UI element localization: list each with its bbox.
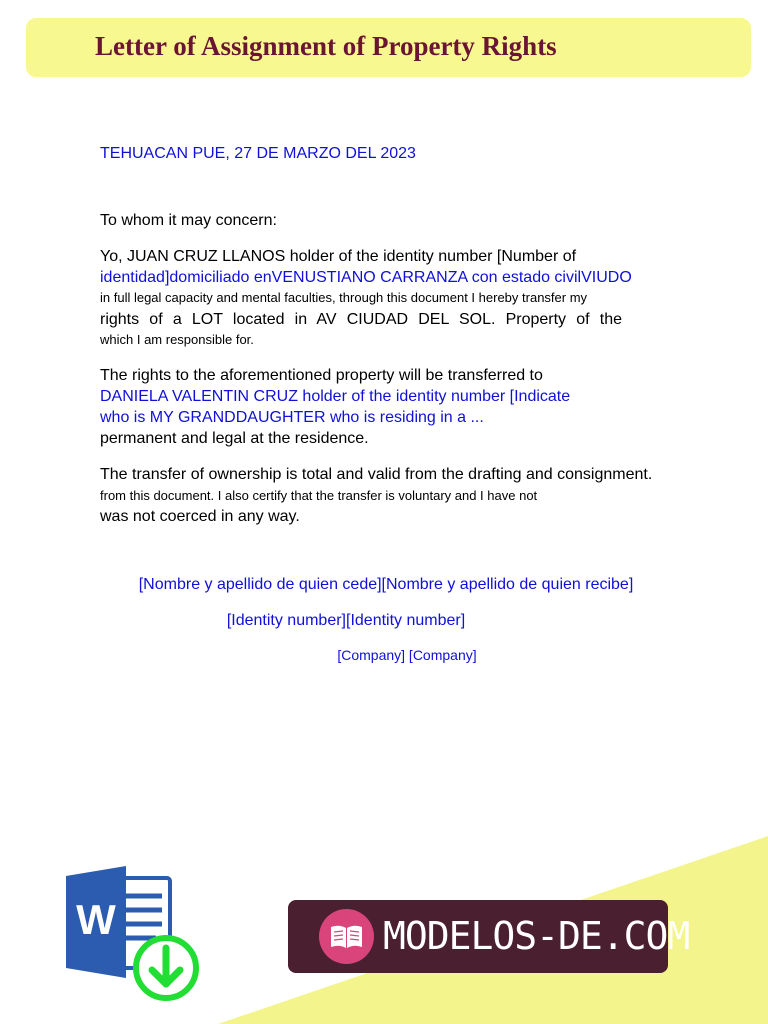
paragraph1-line4: rights of a LOT located in AV CIUDAD DEL SOL. Property of the — [100, 311, 622, 328]
paragraph2-line2: DANIELA VALENTIN CRUZ holder of the identity number [Indicate — [100, 388, 571, 405]
paragraph1-line1: Yo, JUAN CRUZ LLANOS holder of the identity number [Number of — [100, 248, 577, 265]
svg-text:W: W — [76, 896, 116, 943]
date-line: TEHUACAN PUE, 27 DE MARZO DEL 2023 — [100, 145, 416, 162]
paragraph1-line2: identidad]domiciliado enVENUSTIANO CARRANZA con estado civilVIUDO — [100, 269, 632, 286]
paragraph1-line3: in full legal capacity and mental faculties, through this document I hereby transfer my — [100, 290, 588, 305]
title-banner — [26, 18, 751, 77]
signature-companies: [Company] [Company] — [337, 647, 477, 663]
brand-text: MODELOS-DE.COM — [383, 914, 690, 958]
signature-ids: [Identity number][Identity number] — [226, 612, 466, 629]
paragraph3-line3: was not coerced in any way. — [100, 508, 300, 525]
paragraph3-line2: from this document. I also certify that the transfer is voluntary and I have not — [100, 488, 538, 503]
download-arrow-icon — [136, 938, 196, 998]
paragraph3-line1: The transfer of ownership is total and valid from the drafting and consignment. — [100, 466, 653, 483]
salutation: To whom it may concern: — [100, 212, 277, 229]
signature-names: [Nombre y apellido de quien cede][Nombre y apellido de quien recibe] — [138, 576, 634, 593]
paragraph2-line3: who is MY GRANDDAUGHTER who is residing in a ... — [100, 409, 484, 426]
open-book-icon — [319, 909, 374, 964]
paragraph2-line4: permanent and legal at the residence. — [100, 430, 369, 447]
page-title: Letter of Assignment of Property Rights — [95, 31, 557, 61]
word-document-icon[interactable] — [66, 866, 202, 1006]
brand-logo — [319, 909, 374, 964]
brand-badge[interactable] — [288, 900, 690, 973]
paragraph1-line5: which I am responsible for. — [100, 332, 254, 347]
paragraph2-line1: The rights to the aforementioned property will be transferred to — [100, 367, 543, 384]
